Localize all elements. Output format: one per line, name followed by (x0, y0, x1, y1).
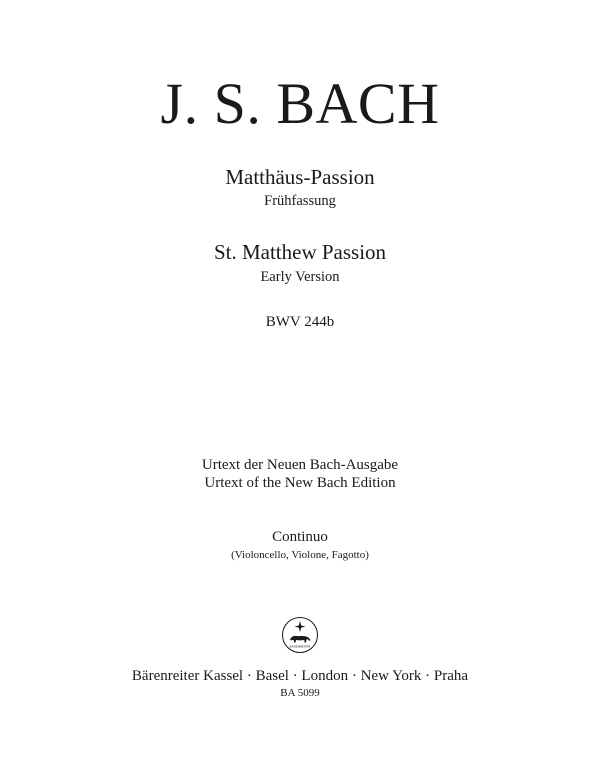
publisher-locations: Bärenreiter Kassel · Basel · London · New York · Praha (131, 668, 469, 684)
work-title-german: Matthäus-Passion (225, 165, 375, 189)
work-subtitle-english: Early Version (260, 269, 340, 285)
work-title-english: St. Matthew Passion (213, 240, 387, 264)
svg-text:BÄRENREITER: BÄRENREITER (289, 644, 311, 649)
edition-number: BA 5099 (280, 687, 320, 699)
work-subtitle-german: Frühfassung (264, 193, 336, 209)
urtext-line-german: Urtext der Neuen Bach-Ausgabe (201, 457, 399, 473)
composer-name: J. S. BACH (160, 71, 440, 136)
urtext-line-english: Urtext of the New Bach Edition (204, 475, 396, 491)
publisher-logo-icon (281, 616, 319, 654)
part-instruments: (Violoncello, Violone, Fagotto) (231, 549, 369, 561)
bwv-catalog-number: BWV 244b (265, 314, 335, 330)
part-name: Continuo (272, 529, 328, 545)
